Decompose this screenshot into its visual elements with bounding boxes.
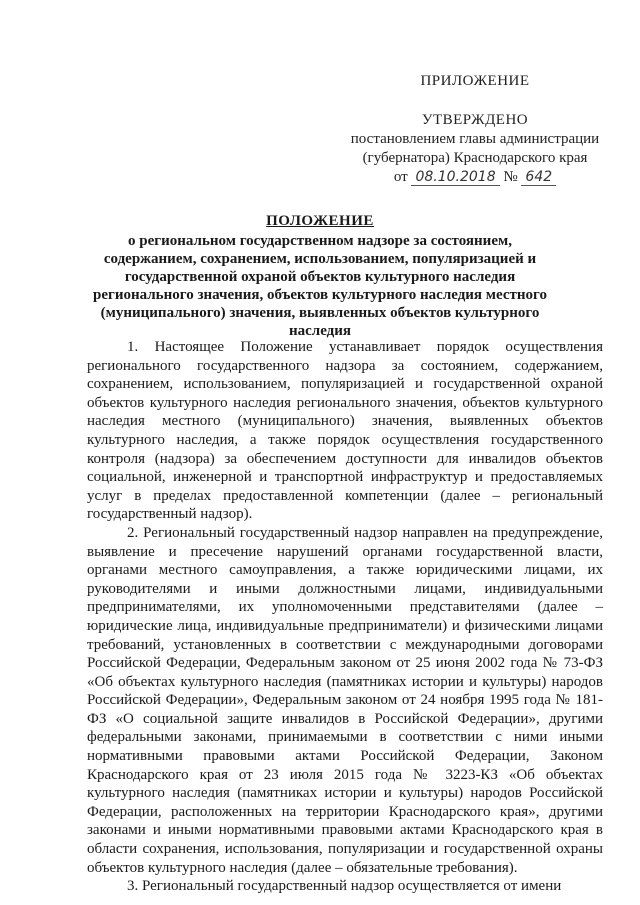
approval-date-line (330, 168, 620, 187)
document-title (85, 212, 555, 340)
approval-line-1: постановлением главы администрации (350, 131, 600, 147)
title-heading: ПОЛОЖЕНИЕ (266, 213, 374, 229)
handwritten-date: 08.10.2018 (411, 169, 499, 186)
paragraph-3: 3. Региональный государственный надзор осуществляется от имени (127, 878, 562, 895)
title-subtitle: о региональном государственном надзоре за состоянием, содержанием, сохранением, использованием, популяризацией и государственной охраной объектов культурного наследия регионального значения, объектов культурного наследия местного (муниципального) значения, выявленных объектов культурного наследия (93, 233, 547, 339)
approval-line-2: (губернатора) Краснодарского края (362, 150, 588, 166)
approved-label: УТВЕРЖДЕНО (421, 112, 529, 128)
paragraph-2: 2. Региональный государственный надзор направлен на предупреждение, выявление и пресечение нарушений органами государственной власти, органами местного самоуправления, а также юридическими лицами, их руководителями и иными должностными лицами, индивидуальными предпринимателями, их уполномоченными представителями (далее – юридические лица, индивидуальные предприниматели) и физическими лицами требований, установленных в соответствии с международными договорами Российской Федерации, Федеральным законом от 25 июня 2002 года № 73-ФЗ «Об объектах культурного наследия (памятниках истории и культуры) народов Российской Федерации», Федеральным законом от 24 ноября 1995 года № 181-ФЗ «О социальной защите инвалидов в Российской Федерации», другими федеральными законами, принимаемыми в соответствии с ними иными нормативными правовыми актами Российской Федерации, Законом Краснодарского края от 23 июля 2015 года № 3223-КЗ «Об объектах культурного наследия (памятниках истории и культуры) народов Российской Федерации, расположенных на территории Краснодарского края», другими законами и иными нормативными правовыми актами Краснодарского края в области сохранения, использования, популяризации и государственной охраны объектов культурного наследия (далее – обязательные требования). (87, 524, 603, 876)
approval-block (330, 72, 620, 187)
handwritten-number: 642 (521, 169, 556, 186)
paragraph-1: 1. Настоящее Положение устанавливает порядок осуществления регионального государственного надзора за состоянием, содержанием, сохранением, использованием, популяризацией и государственной охраной объектов культурного наследия регионального значения, объектов культурного наследия местного (муниципального) значения, выявленных объектов культурного наследия, а также порядок осуществления государственного контроля (надзора) за обеспечением доступности для инвалидов объектов социальной, инженерной и транспортной инфраструктур и предоставляемых услуг в пределах предоставленной компетенции (далее – региональный государственный надзор). (87, 339, 603, 523)
number-prefix: № (503, 169, 518, 185)
appendix-label: ПРИЛОЖЕНИЕ (420, 73, 530, 89)
document-body (87, 338, 603, 896)
date-prefix: от (393, 169, 408, 185)
